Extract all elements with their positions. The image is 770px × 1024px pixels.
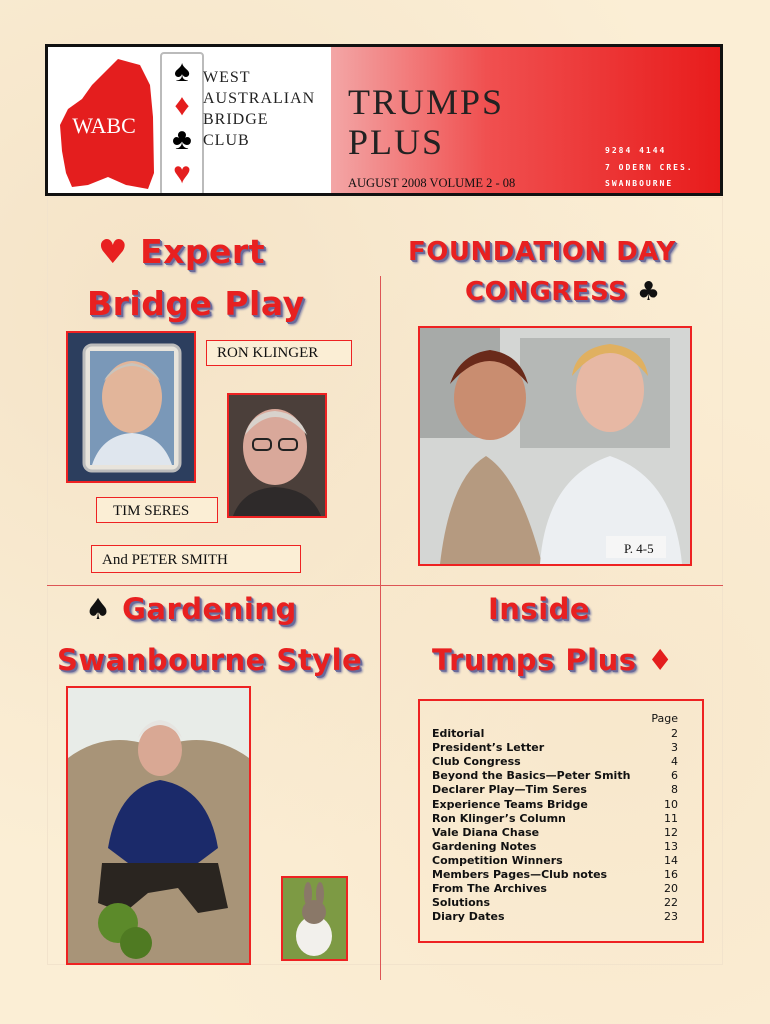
ron-klinger-photo xyxy=(66,331,196,483)
heart-icon: ♥ xyxy=(173,157,191,190)
divider-horizontal xyxy=(47,585,723,586)
newsletter-title-2: PLUS xyxy=(348,122,445,162)
spade-icon: ♠ xyxy=(85,592,112,626)
toc-item-page: 8 xyxy=(671,783,678,797)
toc-item-page: 6 xyxy=(671,769,678,783)
toc-item-page: 2 xyxy=(671,727,678,740)
ron-klinger-label: RON KLINGER xyxy=(206,340,352,366)
toc-item-title: Vale Diana Chase xyxy=(432,825,540,839)
inside-heading-line1: Inside xyxy=(488,592,591,626)
tim-seres-photo xyxy=(227,393,327,518)
toc-item xyxy=(432,910,678,924)
toc-item-page: 3 xyxy=(671,741,678,755)
toc-item-page: 14 xyxy=(664,853,678,867)
toc-item-title: Diary Dates xyxy=(432,910,505,924)
toc-item xyxy=(432,783,678,797)
inside-heading-line2: Trumps Plus ♦ xyxy=(432,643,674,677)
toc-item-page: 20 xyxy=(664,882,678,896)
toc-item-page: 10 xyxy=(664,797,678,811)
toc-item xyxy=(432,812,678,826)
club-name-line: BRIDGE xyxy=(203,111,269,128)
toc-item xyxy=(432,769,678,783)
toc-item-title: Declarer Play—Tim Seres xyxy=(432,783,587,797)
spade-icon: ♠ xyxy=(174,55,190,88)
toc-item-title: President’s Letter xyxy=(432,741,545,755)
toc-item-title: Beyond the Basics—Peter Smith xyxy=(432,769,631,783)
toc-item-title: Club Congress xyxy=(432,755,521,769)
congress-photo xyxy=(418,326,692,566)
club-name-line: AUSTRALIAN xyxy=(203,90,316,107)
expert-heading-line2: Bridge Play xyxy=(87,284,305,323)
toc-item-page: 11 xyxy=(664,811,678,825)
issue-line: AUGUST 2008 VOLUME 2 - 08 xyxy=(348,176,516,190)
toc-item xyxy=(432,840,678,854)
toc-item-page: 16 xyxy=(664,868,678,881)
toc-item xyxy=(432,798,678,812)
diamond-icon: ♦ xyxy=(174,89,190,122)
table-of-contents xyxy=(418,699,704,943)
heart-icon: ♥ xyxy=(98,232,129,271)
diamond-icon: ♦ xyxy=(647,643,674,677)
toc-page-header: Page xyxy=(651,712,678,725)
phone: 9284 4144 xyxy=(605,146,667,155)
toc-item-page: 13 xyxy=(664,839,678,853)
toc-item-title: From The Archives xyxy=(432,882,547,896)
toc-item-page: 22 xyxy=(664,896,678,910)
congress-heading-line2: CONGRESS ♣ xyxy=(465,277,661,307)
toc-item-page: 4 xyxy=(671,755,678,769)
gardening-heading-line2: Swanbourne Style xyxy=(57,643,363,677)
toc-item-title: Gardening Notes xyxy=(432,839,537,853)
wa-map-logo xyxy=(58,55,158,191)
newsletter-title: TRUMPS xyxy=(348,82,505,122)
peter-smith-label: And PETER SMITH xyxy=(91,545,301,573)
toc-item-title: Competition Winners xyxy=(432,853,563,867)
gardening-heading-line1: ♠ Gardening xyxy=(85,592,297,626)
toc-item-page: 23 xyxy=(664,910,678,924)
toc-item xyxy=(432,727,678,741)
toc-item-title: Solutions xyxy=(432,896,491,910)
club-icon: ♣ xyxy=(636,277,661,307)
toc-item xyxy=(432,755,678,769)
expert-heading-line1: ♥ Expert xyxy=(98,232,265,271)
toc-item-page: 12 xyxy=(664,825,678,839)
congress-heading-line1: FOUNDATION DAY xyxy=(408,237,676,267)
street-address: 7 ODERN CRES. xyxy=(605,163,694,172)
toc-item xyxy=(432,868,678,882)
toc-item xyxy=(432,826,678,840)
toc-item xyxy=(432,854,678,868)
rabbit-photo xyxy=(281,876,348,961)
club-icon: ♣ xyxy=(172,123,192,156)
toc-item-title: Editorial xyxy=(432,727,485,740)
club-name-line: WEST xyxy=(203,69,251,86)
toc-item xyxy=(432,896,678,910)
toc-item-title: Experience Teams Bridge xyxy=(432,797,588,811)
logo-text: WABC xyxy=(72,113,136,138)
masthead xyxy=(45,44,723,196)
gardening-photo xyxy=(66,686,251,965)
toc-item-title: Ron Klinger’s Column xyxy=(432,811,566,825)
toc-item xyxy=(432,741,678,755)
congress-page-ref: P. 4-5 xyxy=(624,541,654,556)
divider-vertical xyxy=(380,276,381,980)
tim-seres-label: TIM SERES xyxy=(96,497,218,523)
suburb: SWANBOURNE xyxy=(605,179,674,188)
club-name-line: CLUB xyxy=(203,132,250,149)
toc-item-title: Members Pages—Club notes xyxy=(432,868,608,881)
toc-item xyxy=(432,882,678,896)
suit-column xyxy=(160,52,204,196)
